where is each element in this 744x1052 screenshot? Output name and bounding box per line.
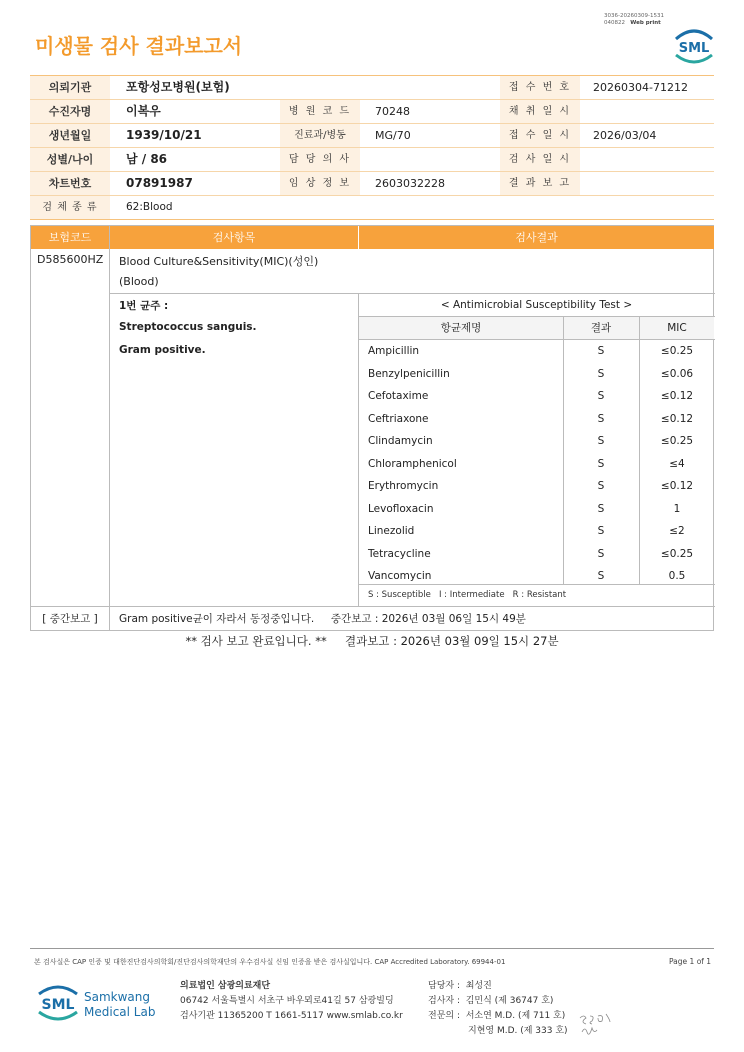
patient-name-label: 수진자명: [30, 100, 110, 123]
ast-result: S: [597, 547, 605, 560]
document-id: [604, 13, 664, 27]
ast-title: < Antimicrobial Susceptibility Test >: [440, 299, 633, 311]
ast-col-result: 결과: [590, 322, 612, 334]
staff-name: 최성진: [465, 981, 492, 991]
ast-result: S: [597, 502, 605, 515]
test-code: D585600HZ: [37, 253, 104, 266]
gram-stain: Gram positive.: [119, 344, 206, 356]
tester-label: 검사자 :: [428, 996, 460, 1006]
chart-label: 차트번호: [30, 172, 110, 195]
ast-result: S: [597, 412, 605, 425]
footer-logo-line2: Medical Lab: [84, 1005, 156, 1019]
hosp-code-value: 70248: [375, 105, 410, 118]
ast-result: S: [597, 435, 605, 447]
ast-result: S: [597, 457, 605, 470]
ast-result: S: [597, 525, 605, 537]
footer-logo-abbr: SML: [41, 997, 75, 1013]
report-label: 결 과 보 고: [500, 172, 580, 195]
ast-result: S: [597, 345, 605, 357]
ast-result: S: [597, 570, 605, 582]
ast-mic-value: ≤0.25: [660, 435, 694, 447]
test-date-label: 검 사 일 시: [500, 148, 580, 171]
ast-legend: S : Susceptible I : Intermediate R : Resistant: [368, 590, 567, 600]
col-result-header: 검사결과: [359, 226, 714, 249]
footer-logo-line1: Samkwang: [84, 990, 150, 1004]
results-table: [30, 225, 714, 631]
ast-mic-value: 0.5: [668, 570, 686, 582]
ast-mic-value: ≤0.25: [660, 547, 694, 560]
ast-col-mic: MIC: [667, 322, 687, 334]
org-name: 의료법인 삼광의료재단: [180, 981, 271, 991]
ast-result: S: [597, 480, 605, 492]
final-report-text: ** 검사 보고 완료입니다. ** 결과보고 : 2026년 03월 09일 15시 27분: [185, 634, 559, 648]
birth-value: 1939/10/21: [126, 128, 202, 142]
signature: [576, 1010, 616, 1040]
recv-date-value: 2026/03/04: [593, 129, 657, 142]
divider: [358, 584, 715, 585]
sml-logo: [670, 25, 718, 65]
org-contact: 검사기관 11365200 T 1661-5117 www.smlab.co.kr: [180, 1011, 403, 1021]
ast-drug-name: Clindamycin: [368, 435, 433, 447]
ast-mic-value: ≤0.12: [660, 480, 694, 492]
ast-drug-name: Erythromycin: [368, 480, 439, 492]
dept-value: MG/70: [375, 129, 411, 142]
expert1-name: 서소연 M.D. (제 711 호): [465, 1011, 566, 1021]
expert-label: 전문의 :: [428, 1011, 460, 1021]
collect-date-label: 채 취 일 시: [500, 100, 580, 123]
org-address: 06742 서울특별시 서초구 바우뫼로41길 57 삼광빌딩: [180, 996, 394, 1006]
ast-drug-name: Linezolid: [368, 525, 415, 537]
dept-label: 진료과/병동: [280, 124, 360, 147]
col-code-header: 보험코드: [31, 226, 109, 249]
req-org-label: 의뢰기관: [30, 76, 110, 99]
hosp-code-label: 병 원 코 드: [280, 100, 360, 123]
divider: [109, 606, 110, 631]
test-specimen: (Blood): [119, 275, 159, 288]
doc-id-line2: 040822: [604, 20, 625, 26]
staff-block: [428, 979, 568, 1039]
expert2-name: 지현영 M.D. (제 333 호): [468, 1026, 568, 1036]
divider: [109, 226, 110, 606]
logo-text: SML: [678, 41, 710, 56]
doc-id-line1: 3036-20260309-1531: [604, 13, 664, 19]
ast-drug-name: Cefotaxime: [368, 390, 429, 402]
interim-label: [ 중간보고 ]: [42, 613, 98, 625]
footer-divider: [30, 948, 714, 949]
org-block: [180, 979, 403, 1024]
ast-drug-name: Vancomycin: [368, 570, 432, 582]
recv-no-label: 접 수 번 호: [500, 76, 580, 99]
ast-mic-value: ≤0.12: [660, 390, 694, 402]
ast-mic-value: ≤0.25: [660, 345, 694, 357]
interim-text: Gram positive균이 자라서 동정중입니다. 중간보고 : 2026년 03월 06일 15시 49분: [119, 613, 526, 625]
specimen-label: 검 체 종 류: [30, 196, 110, 219]
ast-drug-name: Ceftriaxone: [368, 412, 429, 425]
test-date-value: [585, 148, 714, 171]
req-org-value: 포항성모병원(보험): [126, 80, 230, 94]
ast-mic-value: 1: [673, 502, 681, 515]
ast-result: S: [597, 390, 605, 402]
patient-info-table: [30, 75, 714, 220]
ast-drug-name: Ampicillin: [368, 345, 420, 357]
ast-mic-value: ≤0.06: [660, 367, 694, 380]
web-print-label: Web print: [630, 20, 661, 26]
ast-mic-value: ≤0.12: [660, 412, 694, 425]
sex-age-label: 성별/나이: [30, 148, 110, 171]
clinical-value: 2603032228: [375, 177, 445, 190]
chart-value: 07891987: [126, 176, 193, 190]
isolate-title: 1번 균주 :: [119, 300, 169, 312]
tester-name: 김민식 (제 36747 호): [465, 996, 554, 1006]
cert-note: 본 검사실은 CAP 인증 및 대한진단검사의학회/진단검사의학재단의 우수검사실 신임 인증을 받은 검사실입니다. CAP Accredited Laboratory. 69944-01: [34, 958, 506, 966]
report-title: 미생물 검사 결과보고서: [35, 34, 243, 58]
sex-age-value: 남 / 86: [126, 152, 168, 166]
page-number: Page 1 of 1: [669, 957, 712, 966]
ast-drug-name: Tetracycline: [368, 547, 431, 560]
doctor-label: 담 당 의 사: [280, 148, 360, 171]
collect-date-value: [585, 100, 714, 123]
ast-result: S: [597, 367, 605, 380]
ast-drug-name: Levofloxacin: [368, 502, 434, 515]
footer-logo: [36, 980, 156, 1026]
ast-col-drug: 항균제명: [440, 322, 482, 334]
specimen-value: 62:Blood: [126, 201, 173, 213]
test-name: Blood Culture&Sensitivity(MIC)(성인): [119, 255, 319, 268]
doctor-value: [367, 148, 497, 171]
ast-mic-value: ≤2: [669, 525, 685, 537]
birth-label: 생년월일: [30, 124, 110, 147]
patient-name-value: 이복우: [126, 104, 161, 118]
ast-mic-value: ≤4: [669, 457, 685, 470]
report-value: [585, 172, 714, 195]
ast-drug-name: Benzylpenicillin: [368, 367, 450, 380]
staff-label: 담당자 :: [428, 981, 460, 991]
recv-no-value: 20260304-71212: [593, 81, 688, 94]
recv-date-label: 접 수 일 시: [500, 124, 580, 147]
col-item-header: 검사항목: [110, 226, 358, 249]
clinical-label: 임 상 정 보: [280, 172, 360, 195]
organism-name: Streptococcus sanguis.: [119, 321, 257, 333]
ast-drug-name: Chloramphenicol: [368, 457, 457, 470]
